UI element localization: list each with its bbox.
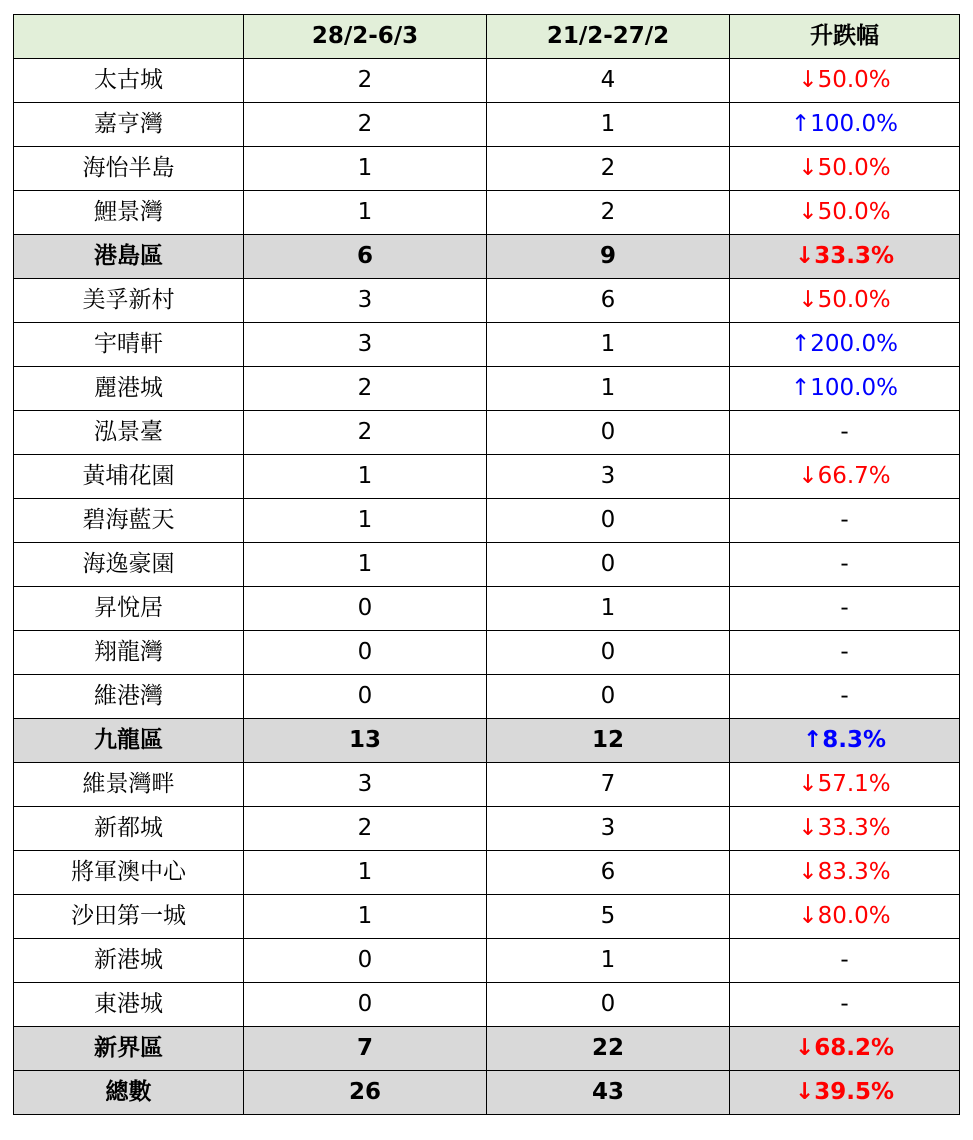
change-percent-cell: - <box>730 411 960 455</box>
previous-week-count-cell: 2 <box>487 147 730 191</box>
current-week-count-cell: 1 <box>244 191 487 235</box>
header-previous-week: 21/2-27/2 <box>487 15 730 59</box>
current-week-count-cell: 0 <box>244 631 487 675</box>
table-row <box>14 675 960 719</box>
table-row <box>14 807 960 851</box>
table-row <box>14 939 960 983</box>
transaction-table <box>13 14 960 1115</box>
estate-name-cell: 維景灣畔 <box>14 763 244 807</box>
current-week-count-cell: 2 <box>244 367 487 411</box>
header-estate <box>14 15 244 59</box>
estate-name-cell: 沙田第一城 <box>14 895 244 939</box>
change-percent-cell: ↓50.0% <box>730 59 960 103</box>
current-week-count-cell: 3 <box>244 323 487 367</box>
subtotal-row <box>14 1027 960 1071</box>
table-row <box>14 631 960 675</box>
change-percent-cell: ↓66.7% <box>730 455 960 499</box>
estate-name-cell: 嘉亨灣 <box>14 103 244 147</box>
table-row <box>14 543 960 587</box>
table-row <box>14 191 960 235</box>
current-week-count-cell: 1 <box>244 499 487 543</box>
previous-week-count-cell: 0 <box>487 411 730 455</box>
current-week-count-cell: 7 <box>244 1027 487 1071</box>
estate-name-cell: 新界區 <box>14 1027 244 1071</box>
header-row <box>14 15 960 59</box>
estate-name-cell: 碧海藍天 <box>14 499 244 543</box>
previous-week-count-cell: 22 <box>487 1027 730 1071</box>
current-week-count-cell: 1 <box>244 147 487 191</box>
estate-name-cell: 維港灣 <box>14 675 244 719</box>
previous-week-count-cell: 1 <box>487 367 730 411</box>
previous-week-count-cell: 9 <box>487 235 730 279</box>
change-percent-cell: ↓33.3% <box>730 807 960 851</box>
estate-name-cell: 麗港城 <box>14 367 244 411</box>
change-percent-cell: ↑200.0% <box>730 323 960 367</box>
previous-week-count-cell: 3 <box>487 807 730 851</box>
current-week-count-cell: 0 <box>244 939 487 983</box>
table-row <box>14 323 960 367</box>
table-row <box>14 103 960 147</box>
table-row <box>14 367 960 411</box>
table-row <box>14 279 960 323</box>
subtotal-row <box>14 235 960 279</box>
current-week-count-cell: 2 <box>244 59 487 103</box>
estate-name-cell: 海逸豪園 <box>14 543 244 587</box>
change-percent-cell: ↓80.0% <box>730 895 960 939</box>
current-week-count-cell: 3 <box>244 763 487 807</box>
current-week-count-cell: 0 <box>244 587 487 631</box>
estate-name-cell: 總數 <box>14 1071 244 1115</box>
subtotal-row <box>14 719 960 763</box>
change-percent-cell: - <box>730 499 960 543</box>
current-week-count-cell: 1 <box>244 895 487 939</box>
current-week-count-cell: 1 <box>244 543 487 587</box>
estate-name-cell: 新港城 <box>14 939 244 983</box>
change-percent-cell: - <box>730 543 960 587</box>
change-percent-cell: - <box>730 983 960 1027</box>
change-percent-cell: ↓57.1% <box>730 763 960 807</box>
table-row <box>14 147 960 191</box>
table-row <box>14 455 960 499</box>
table-row <box>14 499 960 543</box>
table-row <box>14 411 960 455</box>
table-row <box>14 983 960 1027</box>
previous-week-count-cell: 5 <box>487 895 730 939</box>
table-row <box>14 895 960 939</box>
estate-name-cell: 黃埔花園 <box>14 455 244 499</box>
current-week-count-cell: 0 <box>244 675 487 719</box>
previous-week-count-cell: 4 <box>487 59 730 103</box>
previous-week-count-cell: 0 <box>487 499 730 543</box>
previous-week-count-cell: 1 <box>487 939 730 983</box>
estate-name-cell: 新都城 <box>14 807 244 851</box>
table-row <box>14 763 960 807</box>
estate-name-cell: 翔龍灣 <box>14 631 244 675</box>
current-week-count-cell: 3 <box>244 279 487 323</box>
previous-week-count-cell: 0 <box>487 631 730 675</box>
change-percent-cell: ↓83.3% <box>730 851 960 895</box>
header-change: 升跌幅 <box>730 15 960 59</box>
current-week-count-cell: 0 <box>244 983 487 1027</box>
change-percent-cell: - <box>730 587 960 631</box>
estate-name-cell: 海怡半島 <box>14 147 244 191</box>
change-percent-cell: ↓50.0% <box>730 147 960 191</box>
estate-name-cell: 將軍澳中心 <box>14 851 244 895</box>
header-current-week: 28/2-6/3 <box>244 15 487 59</box>
previous-week-count-cell: 2 <box>487 191 730 235</box>
previous-week-count-cell: 1 <box>487 103 730 147</box>
current-week-count-cell: 1 <box>244 455 487 499</box>
estate-name-cell: 昇悅居 <box>14 587 244 631</box>
estate-name-cell: 九龍區 <box>14 719 244 763</box>
previous-week-count-cell: 1 <box>487 587 730 631</box>
estate-name-cell: 港島區 <box>14 235 244 279</box>
estate-name-cell: 太古城 <box>14 59 244 103</box>
previous-week-count-cell: 3 <box>487 455 730 499</box>
change-percent-cell: - <box>730 675 960 719</box>
current-week-count-cell: 26 <box>244 1071 487 1115</box>
previous-week-count-cell: 7 <box>487 763 730 807</box>
previous-week-count-cell: 1 <box>487 323 730 367</box>
previous-week-count-cell: 0 <box>487 983 730 1027</box>
estate-name-cell: 東港城 <box>14 983 244 1027</box>
change-percent-cell: ↑100.0% <box>730 103 960 147</box>
change-percent-cell: ↓39.5% <box>730 1071 960 1115</box>
change-percent-cell: - <box>730 939 960 983</box>
previous-week-count-cell: 0 <box>487 543 730 587</box>
previous-week-count-cell: 6 <box>487 851 730 895</box>
table-row <box>14 59 960 103</box>
change-percent-cell: ↑100.0% <box>730 367 960 411</box>
previous-week-count-cell: 0 <box>487 675 730 719</box>
change-percent-cell: ↓33.3% <box>730 235 960 279</box>
subtotal-row <box>14 1071 960 1115</box>
estate-name-cell: 美孚新村 <box>14 279 244 323</box>
change-percent-cell: - <box>730 631 960 675</box>
table-row <box>14 851 960 895</box>
change-percent-cell: ↑8.3% <box>730 719 960 763</box>
current-week-count-cell: 2 <box>244 411 487 455</box>
estate-name-cell: 泓景臺 <box>14 411 244 455</box>
table-row <box>14 587 960 631</box>
estate-name-cell: 宇晴軒 <box>14 323 244 367</box>
current-week-count-cell: 13 <box>244 719 487 763</box>
previous-week-count-cell: 12 <box>487 719 730 763</box>
current-week-count-cell: 2 <box>244 103 487 147</box>
current-week-count-cell: 6 <box>244 235 487 279</box>
previous-week-count-cell: 43 <box>487 1071 730 1115</box>
current-week-count-cell: 1 <box>244 851 487 895</box>
change-percent-cell: ↓68.2% <box>730 1027 960 1071</box>
previous-week-count-cell: 6 <box>487 279 730 323</box>
table-body <box>14 59 960 1115</box>
change-percent-cell: ↓50.0% <box>730 191 960 235</box>
current-week-count-cell: 2 <box>244 807 487 851</box>
change-percent-cell: ↓50.0% <box>730 279 960 323</box>
estate-name-cell: 鯉景灣 <box>14 191 244 235</box>
